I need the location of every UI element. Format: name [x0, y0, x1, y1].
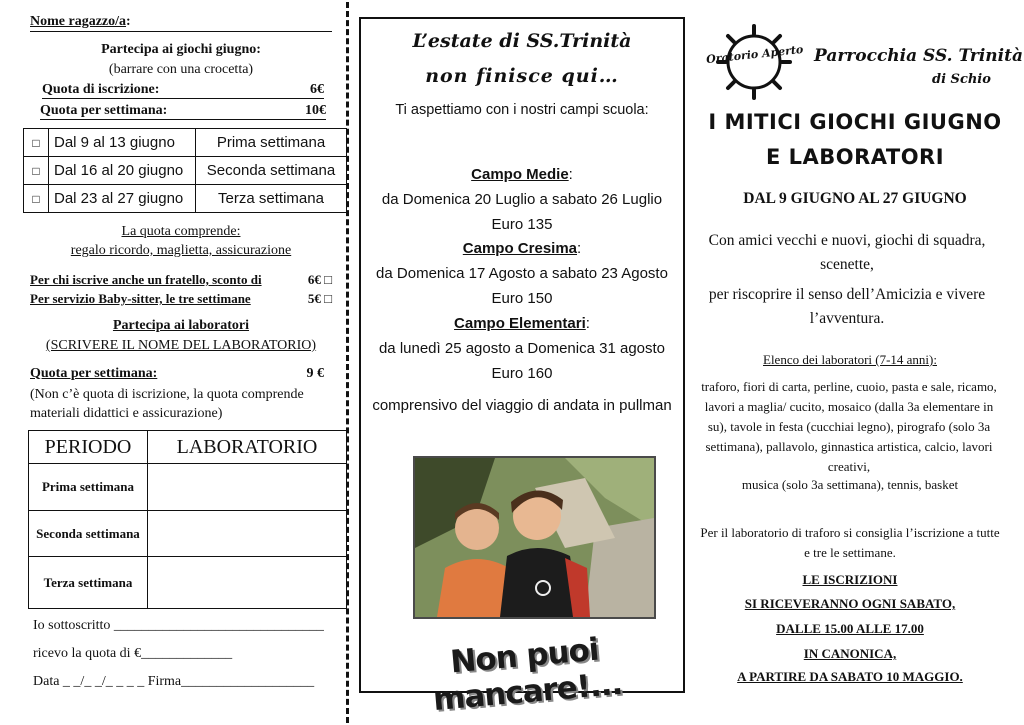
table-row: [29, 557, 347, 609]
headline-line2: E LABORATORI: [765, 145, 945, 169]
table-row: [24, 157, 347, 185]
lab-input-cell[interactable]: [148, 511, 347, 557]
camp-cresima-price: Euro 150: [491, 290, 553, 307]
registration-fee-value: 6€: [310, 82, 324, 97]
camp-colon: :: [568, 166, 573, 183]
babysitter-value[interactable]: 5€ □: [307, 291, 332, 306]
sibling-discount-row: [30, 272, 332, 288]
fold-divider: [346, 2, 349, 723]
signature-line[interactable]: Io sottoscritto ______________________________: [33, 618, 324, 633]
camp-cresima-dates: da Domenica 17 Agosto a sabato 23 Agosto: [376, 265, 668, 282]
description-2: per riscoprire il senso dell’Amicizia e vivere l’avventura.: [708, 286, 986, 327]
child-name-label: Nome ragazzo/a: [30, 14, 127, 29]
week-range: Dal 9 al 13 giugno: [49, 129, 196, 157]
lab-input-cell[interactable]: [148, 557, 347, 609]
fee-includes-items: regalo ricordo, maglietta, assicurazione: [70, 243, 292, 258]
lab-table: [28, 430, 347, 609]
lab-header: LABORATORIO: [148, 431, 347, 464]
date-line[interactable]: Data _ _/_ _/_ _ _ _ Firma___________________: [33, 674, 315, 689]
parish-name: Parrocchia SS. Trinità: [814, 46, 1023, 66]
week-label: Terza settimana: [196, 185, 347, 213]
weekly-fee-label: Quota per settimana:: [40, 103, 168, 118]
week-checkbox[interactable]: □: [24, 185, 49, 213]
registration-line: DALLE 15.00 ALLE 17.00: [776, 621, 924, 636]
camp-name: Campo Elementari: [454, 315, 586, 332]
labs-participation-heading: Partecipa ai laboratori: [112, 318, 250, 333]
games-dates: DAL 9 GIUGNO AL 27 GIUGNO: [743, 190, 967, 207]
traforo-note: Per il laboratorio di traforo si consiglia l’iscrizione a tutte e tre le settimane.: [700, 525, 1000, 560]
lab-weekly-fee-value: 9 €: [306, 366, 324, 381]
registration-line: IN CANONICA,: [803, 646, 897, 661]
slogan: Non puoi mancare!...: [431, 631, 624, 719]
table-row: [29, 464, 347, 511]
period-header: PERIODO: [29, 431, 148, 464]
table-row: [29, 511, 347, 557]
lab-input-cell[interactable]: [148, 464, 347, 511]
weekly-fee-row: [40, 103, 326, 120]
camp-elementari-dates: da lunedì 25 agosto a Domenica 31 agosto: [378, 340, 666, 357]
babysitter-label: Per servizio Baby-sitter, le tre settimane: [30, 291, 251, 306]
weekly-fee-value: 10€: [305, 103, 326, 118]
description-1: Con amici vecchi e nuovi, giochi di squadra, scenette,: [708, 232, 986, 273]
sibling-discount-label: Per chi iscrive anche un fratello, sconto di: [30, 272, 262, 287]
registration-fee-label: Quota di iscrizione:: [42, 82, 160, 97]
registration-line: A PARTIRE DA SABATO 10 MAGGIO.: [737, 669, 963, 684]
games-participation-heading: Partecipa ai giochi giugno:: [101, 42, 261, 57]
camp-name: Campo Medie: [471, 166, 569, 183]
registration-line: LE ISCRIZIONI: [802, 572, 898, 587]
receipt-line[interactable]: ricevo la quota di €_____________: [33, 646, 233, 661]
kids-photo-illustration: [415, 458, 654, 617]
travel-note: comprensivo del viaggio di andata in pullman: [372, 397, 672, 414]
camp-medie-title: [361, 166, 683, 183]
lab-list-title: Elenco dei laboratori (7-14 anni):: [763, 352, 937, 367]
registration-line: SI RICEVERANNO OGNI SABATO,: [744, 596, 956, 611]
oratorio-logo-text: Oratorio Aperto: [705, 42, 804, 67]
child-name-field[interactable]: [30, 14, 332, 32]
fee-includes-title: La quota comprende:: [121, 224, 241, 239]
parish-city: di Schio: [932, 72, 991, 87]
lab-instruction: (SCRIVERE IL NOME DEL LABORATORIO): [45, 338, 317, 353]
lab-list-end: musica (solo 3a settimana), tennis, basket: [741, 477, 959, 492]
headline-line1: I MITICI GIOCHI GIUGNO: [708, 110, 1002, 134]
sibling-discount-value[interactable]: 6€ □: [307, 272, 332, 287]
camp-medie-dates: da Domenica 20 Luglio a sabato 26 Luglio: [381, 191, 663, 208]
week-range: Dal 16 al 20 giugno: [49, 157, 196, 185]
week-label: Prima settimana: [196, 129, 347, 157]
camps-intro: Ti aspettiamo con i nostri campi scuola:: [395, 102, 649, 118]
child-name-colon: :: [126, 14, 131, 29]
week-label: Seconda settimana: [196, 157, 347, 185]
week-range: Dal 23 al 27 giugno: [49, 185, 196, 213]
cross-instruction: (barrare con una crocetta): [108, 62, 254, 77]
camp-elementari-title: [361, 315, 683, 332]
camps-title-line1: L’estate di SS.Trinità: [412, 30, 632, 52]
kids-photo: [413, 456, 656, 619]
camp-name: Campo Cresima: [462, 240, 578, 257]
period-cell: Seconda settimana: [29, 511, 148, 557]
table-header-row: [29, 431, 347, 464]
period-cell: Prima settimana: [29, 464, 148, 511]
camp-medie-price: Euro 135: [491, 216, 553, 233]
week-checkbox[interactable]: □: [24, 129, 49, 157]
camps-title-line2: non finisce qui…: [425, 65, 619, 87]
babysitter-row: [30, 291, 332, 307]
camp-colon: :: [585, 315, 590, 332]
week-checkbox[interactable]: □: [24, 157, 49, 185]
camp-colon: :: [577, 240, 582, 257]
lab-note: (Non c’è quota di iscrizione, la quota comprende materiali didattici e assicurazione): [30, 387, 304, 421]
registration-fee-row: [42, 82, 324, 99]
lab-weekly-fee-row: [30, 366, 324, 382]
lab-list: traforo, fiori di carta, perline, cuoio, pasta e sale, ricamo, lavori a maglia/ cucito, mosaico (dalla 3a elementare in su), tavole in festa (cucchiai legno), pirografo (solo 3a settimana), pallavolo, ginnastica artistica, calcio, lavori creativi,: [701, 379, 997, 474]
weeks-table: [23, 128, 347, 213]
period-cell: Terza settimana: [29, 557, 148, 609]
camp-elementari-price: Euro 160: [491, 365, 553, 382]
table-row: [24, 129, 347, 157]
table-row: [24, 185, 347, 213]
camp-cresima-title: [361, 240, 683, 257]
lab-weekly-fee-label: Quota per settimana:: [30, 366, 158, 381]
